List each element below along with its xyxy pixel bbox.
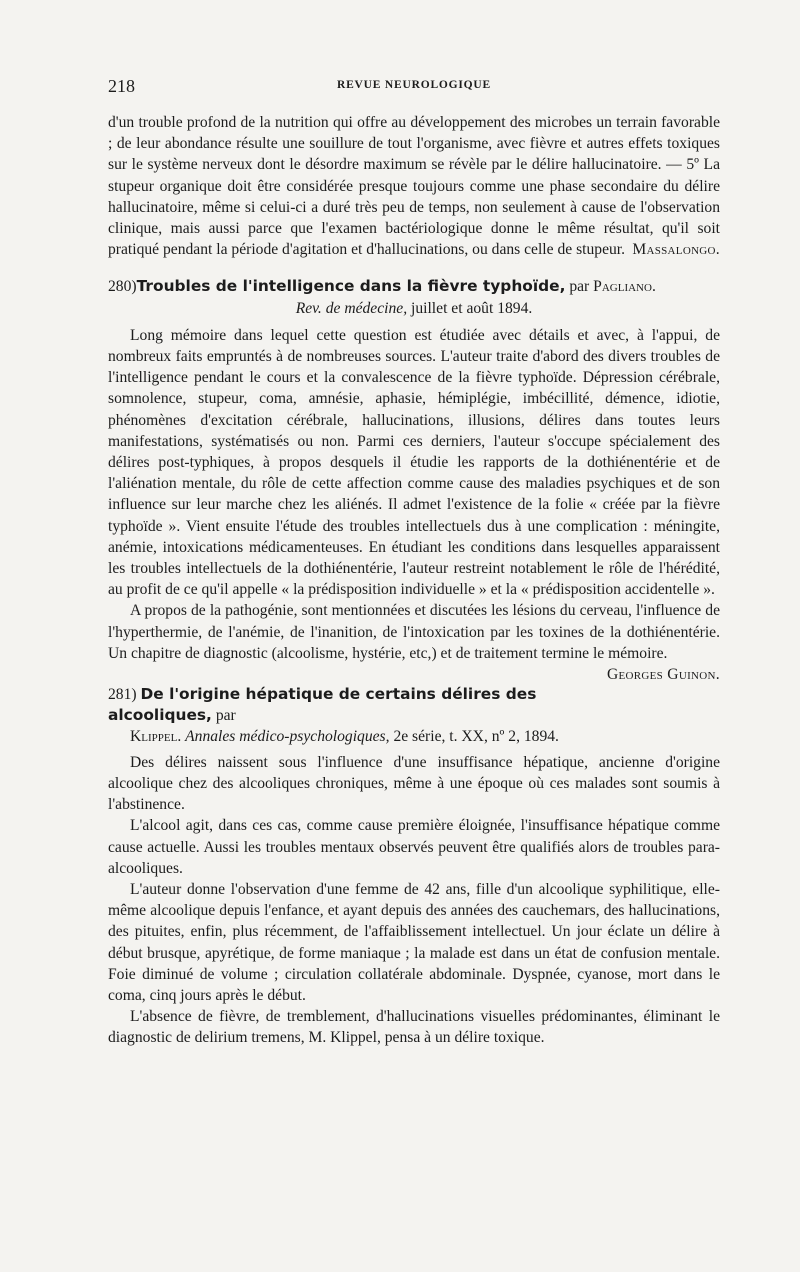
- entry-281-paragraph-1: Des délires naissent sous l'influence d'une insuffisance hépatique, ancienne d'origine alcoolique chez des alcooliques chroniques, même à une époque où ces malades sont soumis à l'abstinence.: [108, 753, 720, 814]
- entry-280-journal: Rev. de médecine,: [295, 299, 408, 317]
- entry-281-paragraph-2: L'alcool agit, dans ces cas, comme cause première éloignée, l'insuffisance hépatique comme cause actuelle. Aussi les troubles mentaux observés peuvent être qualifiés alors de troubles para-alcooliques.: [108, 817, 720, 877]
- entry-280-source: [108, 298, 720, 319]
- entry-280-date: juillet et août 1894.: [411, 299, 533, 317]
- entry-281-by: par: [215, 707, 236, 725]
- entry-281-paragraph-3: L'auteur donne l'observation d'une femme de 42 ans, fille d'un alcoolique syphilitique, elle-même alcoolique depuis l'enfance, et ayant depuis des années des cauchemars, des hallucinations, des pituites, enfin, plus récemment, de l'affaiblissement intellectuel. Un jour éclate un délire à début brusque, apyrétique, de forme maniaque ; la malade est dans un état de confusion mentale. Foie diminué de volume ; circulation collatérale abdominale. Dyspnée, cyanose, mort dans le coma, cinq jours après le début.: [108, 880, 720, 1004]
- intro-text: d'un trouble profond de la nutrition qui offre au développement des microbes un terrain favorable ; de leur abondance résulte une souillure de tout l'organisme, avec fièvre et autres effets toxiques sur le système nerveux dont le désordre maximum se révèle par le délire hallucinatoire. — 5º La stupeur organique doit être considérée presque toujours comme une phase secondaire du délire hallucinatoire, même si celui-ci a duré très peu de temps, non seulement à cause de l'observation clinique, mais aussi parce que l'examen bactériologique donne le même résultat, qu'il soit pratiqué pendant la période d'agitation et d'hallucinations, ou dans celle de stupeur.: [108, 114, 720, 259]
- page-number: 218: [108, 76, 135, 96]
- body-text: [108, 112, 720, 1049]
- entry-280-by: par: [569, 278, 590, 296]
- signature-massalongo: Massalongo.: [632, 241, 720, 259]
- entry-280-heading: [108, 276, 720, 297]
- intro-paragraph: [108, 112, 720, 260]
- entry-280-author: Pagliano.: [593, 278, 656, 296]
- entry-280-paragraph-2-text: A propos de la pathogénie, sont mentionnées et discutées les lésions du cerveau, l'influence de l'hyperthermie, de l'anémie, de l'inanition, de l'intoxication par les toxines de la dothiénentérie. Un chapitre de diagnostic (alcoolisme, hystérie, etc,) et de traitement termine le mémoire.: [108, 602, 720, 662]
- signature-guinon: Georges Guinon.: [606, 666, 720, 684]
- entry-281-title: De l'origine hépatique de certains délires des alcooliques,: [108, 685, 537, 725]
- running-title: REVUE NEUROLOGIQUE: [336, 79, 492, 91]
- entry-281-date: 2e série, t. XX, nº 2, 1894.: [393, 728, 559, 746]
- entry-281-journal: Annales médico-psychologiques,: [185, 728, 390, 746]
- entry-281-number: 281): [108, 686, 137, 704]
- entry-281-author: Klippel.: [130, 728, 182, 746]
- entry-280-paragraph-2: [108, 600, 720, 684]
- entry-280-paragraph-1: Long mémoire dans lequel cette question est étudiée avec détails et avec, à l'appui, de nombreux faits empruntés à de nombreuses sources. L'auteur traite d'abord des divers troubles de l'intelligence pendant le cours et la convalescence de la fièvre typhoïde. Dépression cérébrale, somnolence, stupeur, coma, amnésie, aphasie, hémiplégie, imbécillité, démence, idiotie, phénomènes d'excitation cérébrale, hallucinations, illusions, délires dans toutes leurs manifestations, systématisés ou non. Parmi ces derniers, l'auteur s'occupe spécialement des délires post-typhiques, à propos desquels il étudie les rapports de la dothiénentérie et de l'aliénation mentale, du rôle de cette affection comme cause des maladies psychiques et de son influence sur leur marche chez les aliénés. Il admet l'existence de la folie « créée par la fièvre typhoïde ». Vient ensuite l'étude des troubles intellectuels dus à une complication : méningite, anémie, intoxications médicamenteuses. En étudiant les conditions dans lesquelles apparaissent les troubles intellectuels de la dothiénentérie, l'auteur restreint notablement le rôle de l'hérédité, au profit de ce qu'il appelle « la prédisposition individuelle » et la « prédisposition accidentelle ».: [108, 326, 720, 599]
- entry-281-source: [108, 726, 720, 747]
- entry-281-paragraph-4: L'absence de fièvre, de tremblement, d'hallucinations visuelles prédominantes, éliminant le diagnostic de delirium tremens, M. Klippel, pensa à un délire toxique.: [108, 1008, 720, 1047]
- page-header: [108, 76, 720, 100]
- entry-280-title: Troubles de l'intelligence dans la fièvre typhoïde,: [136, 277, 566, 296]
- entry-281-heading: [108, 684, 720, 726]
- entry-280-number: 280): [108, 278, 137, 296]
